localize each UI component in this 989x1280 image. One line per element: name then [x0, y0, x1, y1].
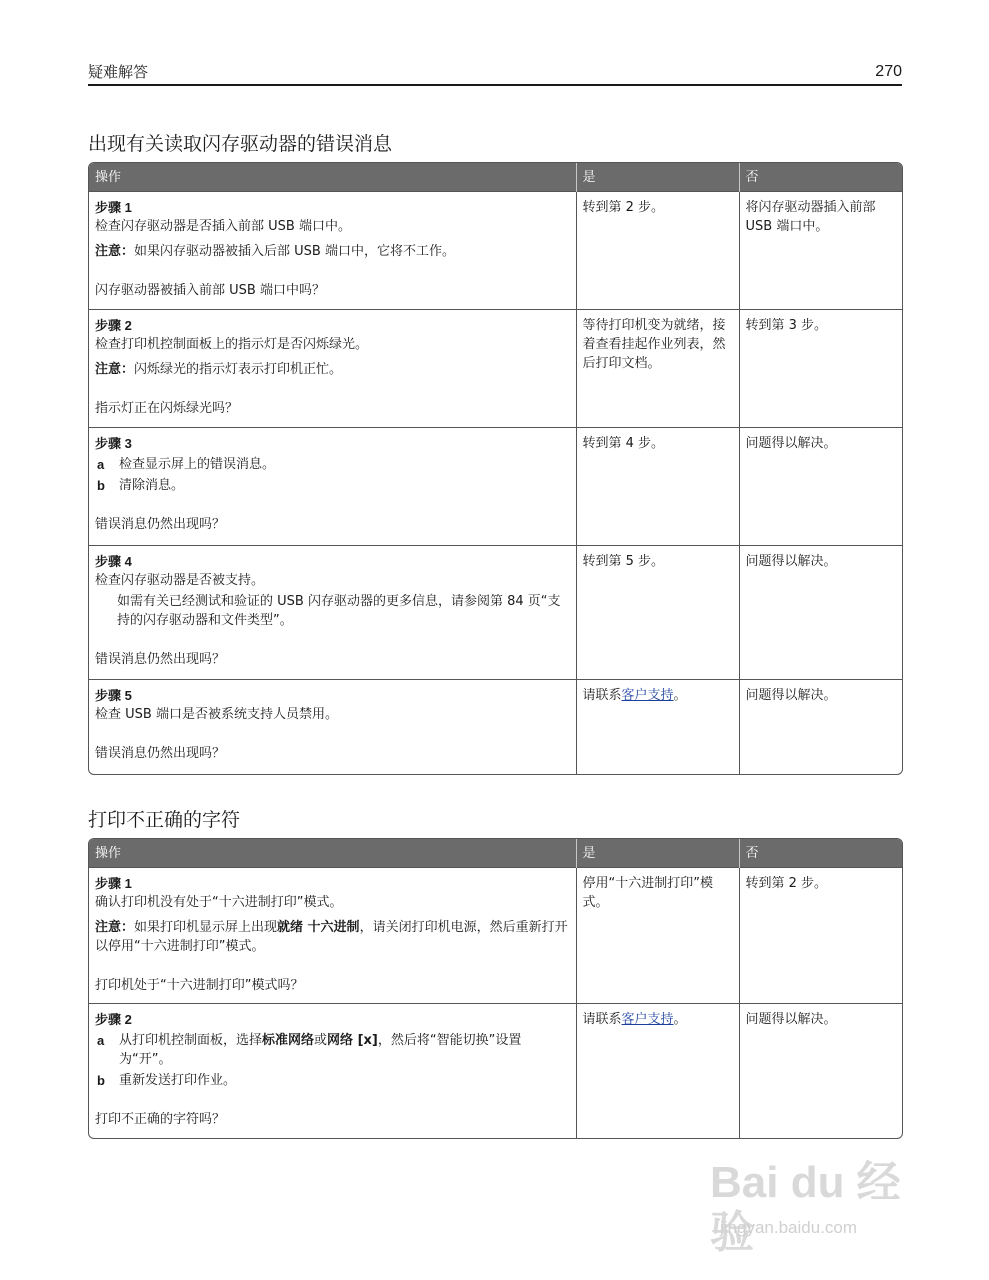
note-bold: 就绪 十六进制	[277, 920, 360, 935]
sub-step-b	[95, 1071, 570, 1090]
yes-cell: 停用“十六进制打印”模式。	[576, 868, 739, 1004]
action-cell	[89, 546, 576, 680]
sub-step-b	[95, 476, 570, 495]
menu-standard-network: 标准网络	[262, 1033, 315, 1048]
table-row	[89, 1004, 902, 1138]
sub-step-letter: a	[97, 1033, 105, 1048]
yes-suffix: 。	[673, 688, 687, 703]
no-cell: 转到第 3 步。	[739, 310, 902, 428]
step-check: 检查闪存驱动器是否被支持。	[95, 573, 265, 588]
section-name: 疑难解答	[88, 63, 149, 81]
table-row	[89, 680, 902, 774]
note-text: 闪烁绿光的指示灯表示打印机正忙。	[134, 362, 343, 377]
no-cell: 将闪存驱动器插入前部 USB 端口中。	[739, 192, 902, 310]
step-label: 步骤 2	[95, 1012, 132, 1027]
step-label: 步骤 5	[95, 688, 132, 703]
note-text: 如果闪存驱动器被插入后部 USB 端口中，它将不工作。	[134, 244, 455, 259]
sub-step-text: 检查显示屏上的错误消息。	[119, 457, 276, 472]
table-row	[89, 546, 902, 680]
action-cell	[89, 310, 576, 428]
step-label: 步骤 3	[95, 436, 132, 451]
action-cell	[89, 192, 576, 310]
no-cell: 问题得以解决。	[739, 1004, 902, 1138]
page-header	[88, 62, 902, 86]
page-number: 270	[875, 63, 902, 80]
sub-step-text: 重新发送打印作业。	[119, 1073, 237, 1088]
text-part: 从打印机控制面板，选择	[119, 1033, 263, 1048]
note-label: 注意：	[95, 244, 135, 259]
sub-step-text: 清除消息。	[119, 478, 185, 493]
customer-support-link[interactable]: 客户支持	[621, 1012, 674, 1027]
step-question: 错误消息仍然出现吗？	[95, 517, 226, 532]
step-check: 检查闪存驱动器是否插入前部 USB 端口中。	[95, 219, 351, 234]
step-label: 步骤 4	[95, 554, 132, 569]
sub-step-letter: b	[97, 478, 105, 493]
text-part: ，然后将“智能切换”设置为“开”。	[119, 1033, 522, 1067]
step-check: 确认打印机没有处于“十六进制打印”模式。	[95, 895, 343, 910]
no-cell: 问题得以解决。	[739, 546, 902, 680]
col-action: 操作	[89, 163, 576, 192]
menu-network-x: 网络 [x]	[327, 1033, 378, 1048]
table2-header-row	[89, 839, 902, 868]
step-check: 检查 USB 端口是否被系统支持人员禁用。	[95, 707, 338, 722]
step-note	[95, 360, 570, 379]
note-text: ，请关闭打印机电源，然后重新打开以停用“十六进制打印”模式。	[95, 920, 568, 954]
table2-title: 打印不正确的字符	[88, 809, 241, 831]
watermark-url: jingyan.baidu.com	[720, 1218, 858, 1237]
yes-cell: 转到第 4 步。	[576, 428, 739, 546]
action-cell	[89, 680, 576, 774]
step-note	[95, 918, 570, 956]
action-cell	[89, 428, 576, 546]
no-cell: 转到第 2 步。	[739, 868, 902, 1004]
yes-suffix: 。	[673, 1012, 687, 1027]
sub-step-letter: b	[97, 1073, 105, 1088]
yes-cell: 转到第 2 步。	[576, 192, 739, 310]
step-info: 如需有关已经测试和验证的 USB 闪存驱动器的更多信息，请参阅第 84 页“支持的闪存驱动器和文件类型”。	[117, 594, 561, 628]
text-part: 或	[314, 1033, 328, 1048]
note-text: 如果打印机显示屏上出现	[134, 920, 278, 935]
step-label: 步骤 1	[95, 876, 132, 891]
action-cell	[89, 1004, 576, 1138]
action-cell	[89, 868, 576, 1004]
no-cell: 问题得以解决。	[739, 680, 902, 774]
step-note	[95, 242, 570, 261]
no-cell: 问题得以解决。	[739, 428, 902, 546]
sub-step-letter: a	[97, 457, 105, 472]
table1	[88, 162, 903, 775]
note-label: 注意：	[95, 920, 135, 935]
customer-support-link[interactable]: 客户支持	[621, 688, 674, 703]
note-label: 注意：	[95, 362, 135, 377]
sub-step-text	[119, 1031, 570, 1069]
table-row	[89, 428, 902, 546]
step-question: 指示灯正在闪烁绿光吗？	[95, 401, 239, 416]
step-question: 闪存驱动器被插入前部 USB 端口中吗？	[95, 283, 325, 298]
step-question: 打印不正确的字符吗？	[95, 1112, 226, 1127]
step-label: 步骤 1	[95, 200, 132, 215]
step-check: 检查打印机控制面板上的指示灯是否闪烁绿光。	[95, 337, 369, 352]
yes-cell	[576, 1004, 739, 1138]
sub-step-a	[95, 455, 570, 474]
table1-header-row	[89, 163, 902, 192]
table2	[88, 838, 903, 1139]
yes-prefix: 请联系	[582, 688, 622, 703]
yes-cell	[576, 680, 739, 774]
step-question: 错误消息仍然出现吗？	[95, 746, 226, 761]
watermark-logo: Bai du 经验	[710, 1158, 901, 1257]
step-question: 打印机处于“十六进制打印”模式吗？	[95, 978, 304, 993]
table-row	[89, 868, 902, 1004]
col-no: 否	[739, 839, 902, 868]
watermark	[700, 1150, 940, 1257]
yes-cell: 等待打印机变为就绪，接着查看挂起作业列表，然后打印文档。	[576, 310, 739, 428]
col-no: 否	[739, 163, 902, 192]
col-action: 操作	[89, 839, 576, 868]
table-row	[89, 310, 902, 428]
yes-cell: 转到第 5 步。	[576, 546, 739, 680]
step-question: 错误消息仍然出现吗？	[95, 652, 226, 667]
col-yes: 是	[576, 839, 739, 868]
table1-title: 出现有关读取闪存驱动器的错误消息	[88, 133, 393, 155]
col-yes: 是	[576, 163, 739, 192]
table-row	[89, 192, 902, 310]
yes-prefix: 请联系	[582, 1012, 622, 1027]
step-label: 步骤 2	[95, 318, 132, 333]
sub-step-a	[95, 1031, 570, 1069]
